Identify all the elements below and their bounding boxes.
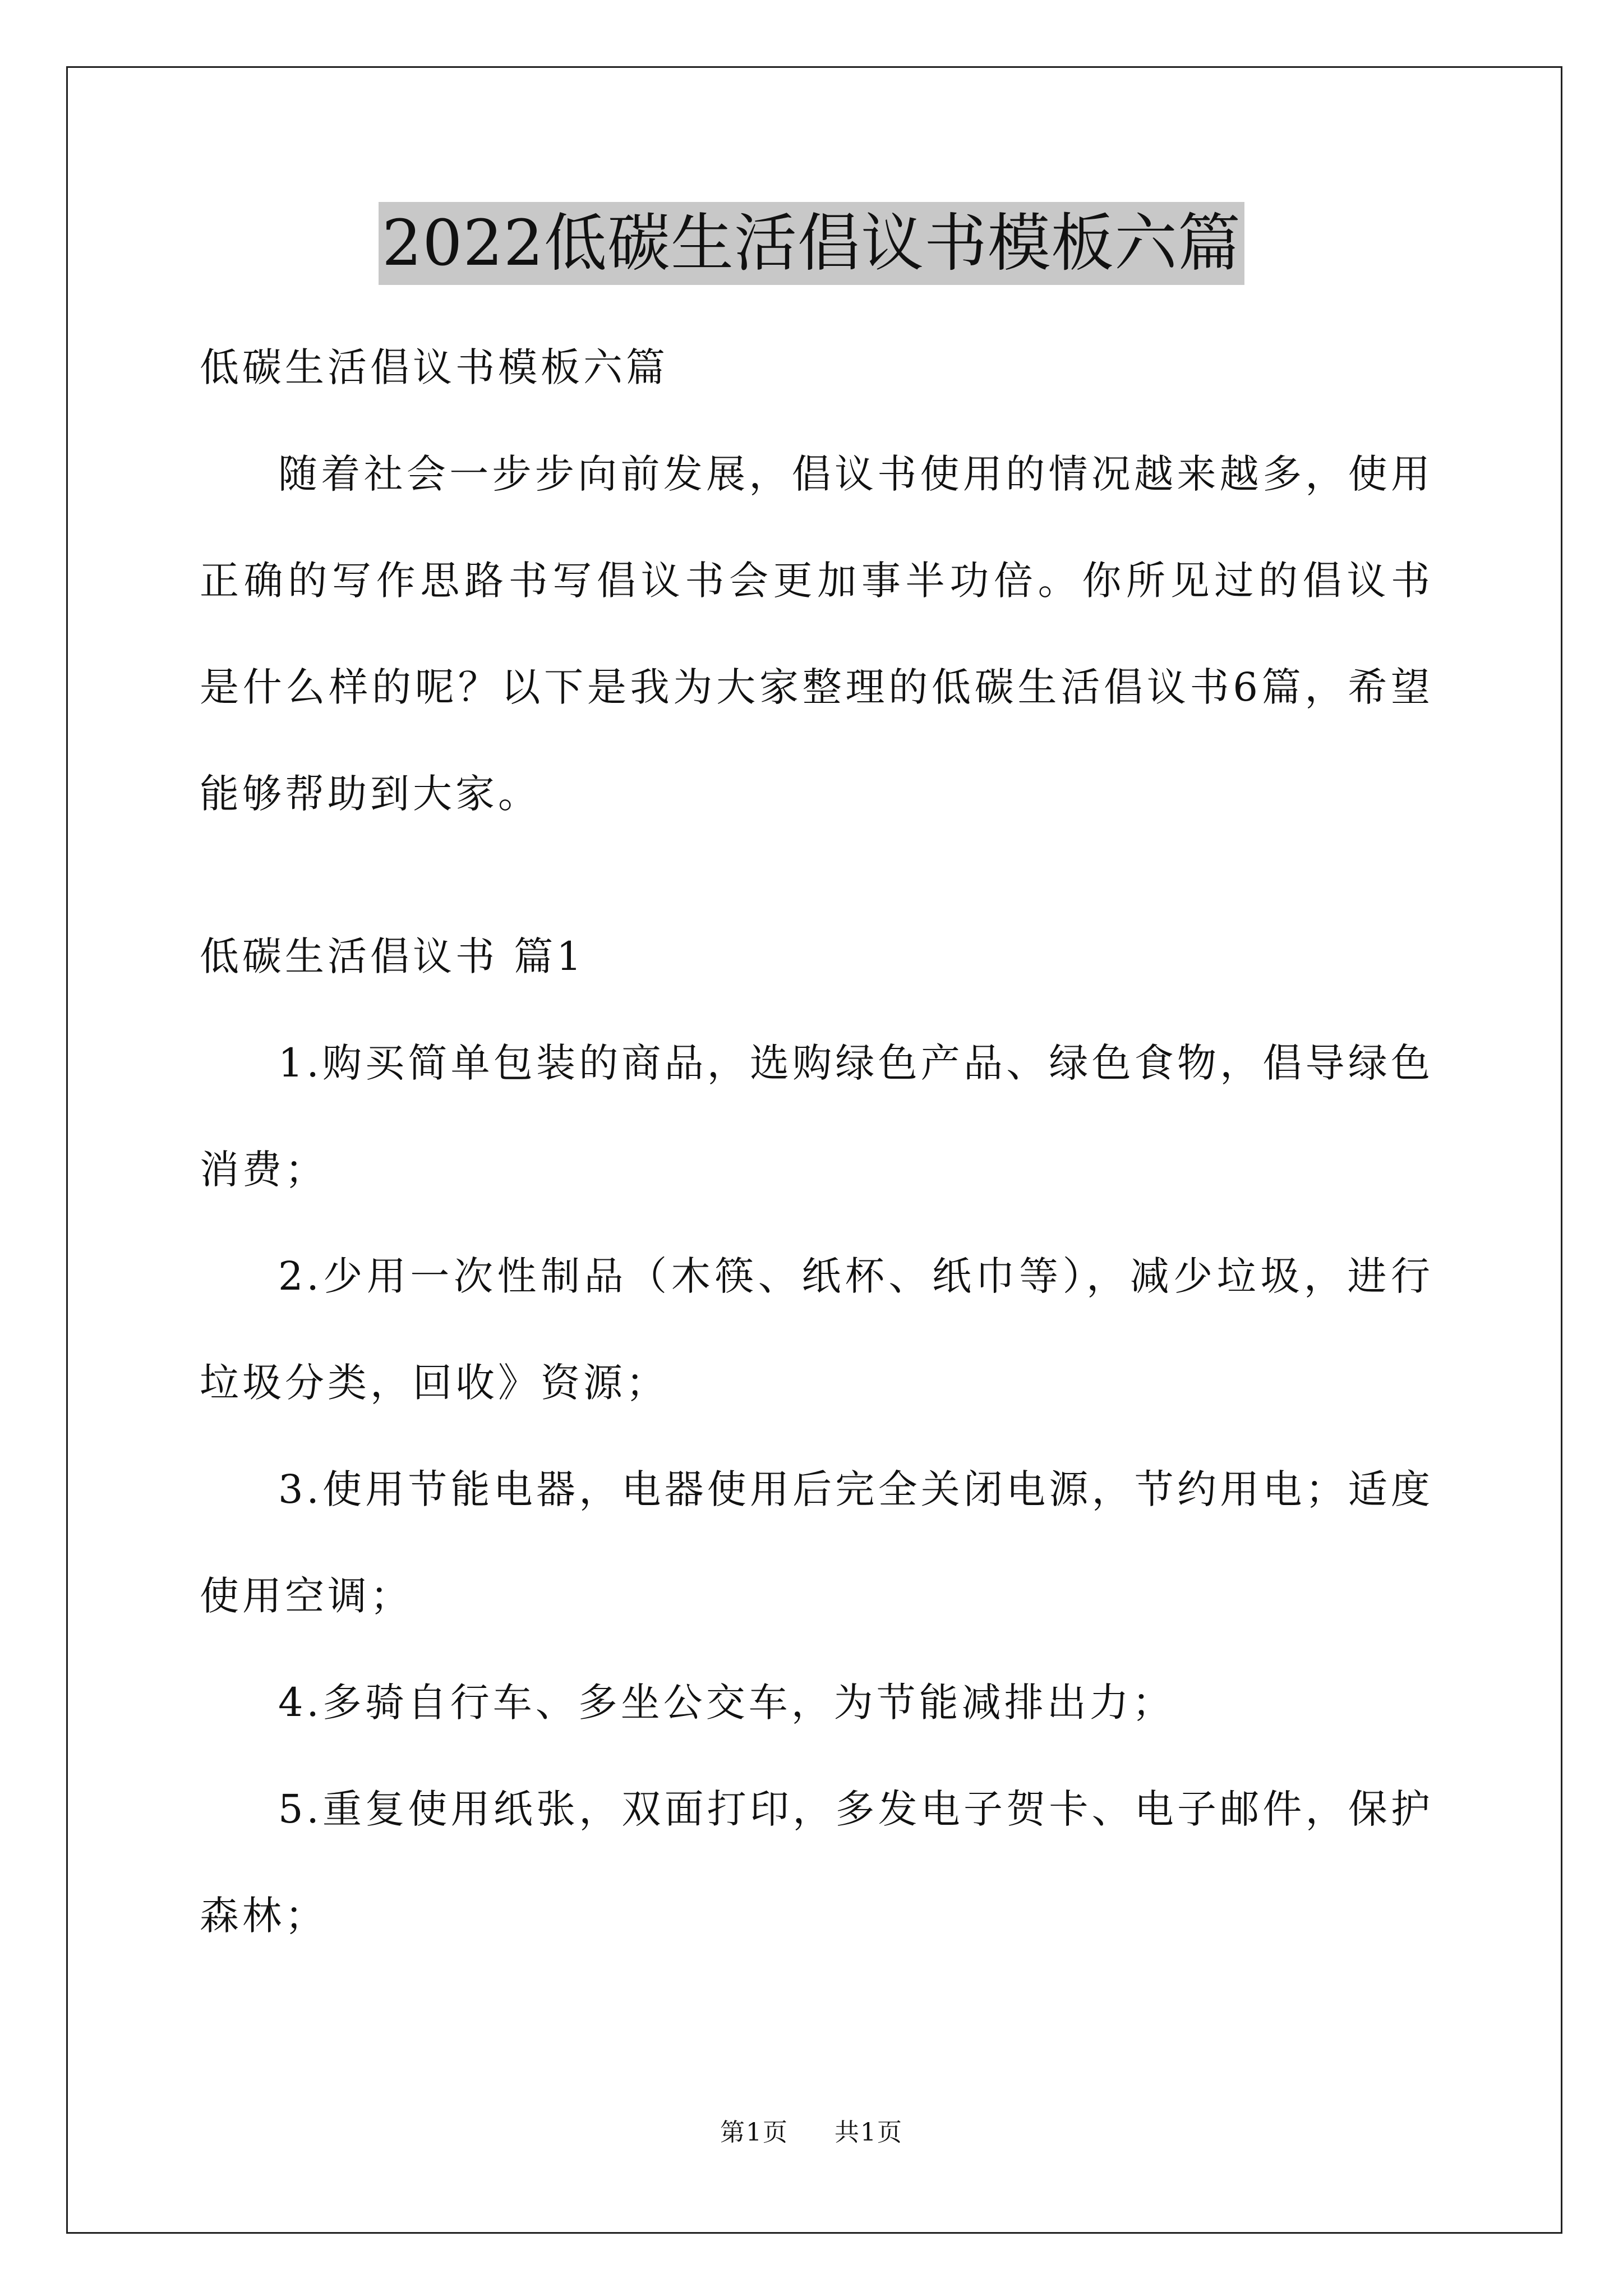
title-wrap [0,202,1623,285]
list-item: 2.少用一次性制品（木筷、纸杯、纸巾等），减少垃圾，进行垃圾分类，回收》资源； [200,1253,1433,1406]
list-item: 3.使用节能电器，电器使用后完全关闭电源，节约用电；适度使用空调； [200,1466,1433,1619]
page-footer [0,2116,1623,2150]
page-number-current: 第1页 [720,2118,789,2147]
intro-paragraph: 随着社会一步步向前发展，倡议书使用的情况越来越多，使用正确的写作思路书写倡议书会更加事半功倍。你所见过的倡议书是什么样的呢？以下是我为大家整理的低碳生活倡议书6篇，希望能够帮助到大家。 [200,451,1433,817]
document-body [200,314,1433,1969]
document-title: 2022低碳生活倡议书模板六篇 [379,202,1244,285]
list-item: 5.重复使用纸张，双面打印，多发电子贺卡、电子邮件，保护森林； [200,1786,1433,1939]
section-heading: 低碳生活倡议书 篇1 [200,933,585,979]
paragraph-gap [200,847,1433,903]
document-subtitle: 低碳生活倡议书模板六篇 [200,344,668,390]
list-item: 4.多骑自行车、多坐公交车，为节能减排出力； [278,1680,1175,1726]
page-number-total: 共1页 [834,2118,903,2147]
list-item: 1.购买简单包装的商品，选购绿色产品、绿色食物，倡导绿色消费； [200,1040,1433,1193]
